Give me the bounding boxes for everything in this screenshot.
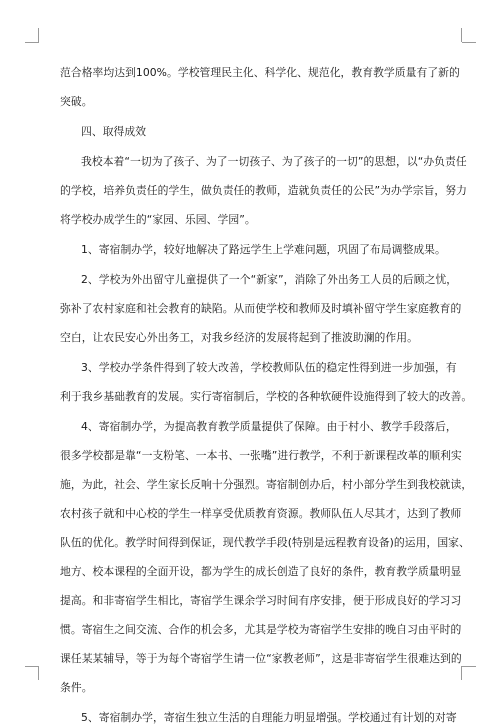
crop-mark-bottom-right-vertical <box>461 666 462 680</box>
paragraph-line: 我校本着“一切为了孩子、为了一切孩子、为了孩子的一切”的思想，以“办负责任 <box>81 155 467 168</box>
text-line: 农村孩子就和中心校的学生一样享受优质教育资源。教师队伍人尽其才，达到了教师 <box>60 507 462 520</box>
text-line: 提高。和非寄宿学生相比，寄宿学生课余学习时间有序安排，便于形成良好的学习习 <box>60 594 462 607</box>
crop-mark-top-left-horizontal <box>25 42 39 43</box>
text-line: 利于我乡基础教育的发展。实行寄宿制后，学校的各种软硬件设施得到了较大的改善。 <box>60 390 473 403</box>
crop-mark-bottom-right-horizontal <box>462 666 476 667</box>
crop-mark-bottom-left-horizontal <box>25 666 39 667</box>
document-body <box>60 66 473 724</box>
text-line: 条件。 <box>60 681 93 694</box>
paragraph-line: 2、学校为外出留守儿童提供了一个“新家”，消除了外出务工人员的后顾之忧， <box>81 273 458 286</box>
text-line: 将学校办成学生的“家园、乐园、学园”。 <box>60 213 256 226</box>
text-line: 范合格率均达到100%。学校管理民主化、科学化、规范化，教育教学质量有了新的 <box>60 66 460 79</box>
text-line: 的学校，培养负责任的学生，做负责任的教师，造就负责任的公民”为办学宗旨，努力 <box>60 184 467 197</box>
crop-mark-top-right-horizontal <box>462 42 476 43</box>
crop-mark-top-left-vertical <box>38 28 39 42</box>
text-line: 弥补了农村家庭和社会教育的缺陷。从而使学校和教师及时填补留守学生家庭教育的 <box>60 302 462 315</box>
text-line: 队伍的优化。教学时间得到保证，现代教学手段(特别是远程教育设备)的运用，国家、 <box>60 536 470 549</box>
text-line: 惯。寄宿生之间交流、合作的机会多，尤其是学校为寄宿学生安排的晚自习由平时的 <box>60 623 462 636</box>
crop-mark-top-right-vertical <box>461 28 462 42</box>
text-line: 施，为此，社会、学生家长反响十分强烈。寄宿制创办后，村小部分学生到我校就读， <box>60 478 473 491</box>
paragraph-line: 4、寄宿制办学，为提高教育教学质量提供了保障。由于村小、教学手段落后， <box>81 420 457 433</box>
paragraph-line: 1、寄宿制办学，较好地解决了路远学生上学难问题，巩固了布局调整成果。 <box>81 243 446 256</box>
paragraph-line: 5、寄宿制办学，寄宿生独立生活的自理能力明显增强。学校通过有计划的对寄 <box>81 711 457 724</box>
text-line: 课任某某辅导，等于为每个寄宿学生请一位“家教老师”，这是非寄宿学生很难达到的 <box>60 652 462 665</box>
paragraph-line: 3、学校办学条件得到了较大改善，学校教师队伍的稳定性得到进一步加强，有 <box>81 361 457 374</box>
text-line: 空白，让农民安心外出务工，对我乡经济的发展将起到了推波助澜的作用。 <box>60 331 418 344</box>
crop-mark-bottom-left-vertical <box>38 666 39 680</box>
section-heading: 四、取得成效 <box>81 125 147 138</box>
text-line: 地方、校本课程的全面开设，都为学生的成长创造了良好的条件，教育教学质量明显 <box>60 565 462 578</box>
text-line: 很多学校都是靠“一支粉笔、一本书、一张嘴”进行教学，不利于新课程改革的顺利实 <box>60 449 462 462</box>
text-line: 突破。 <box>60 95 93 108</box>
